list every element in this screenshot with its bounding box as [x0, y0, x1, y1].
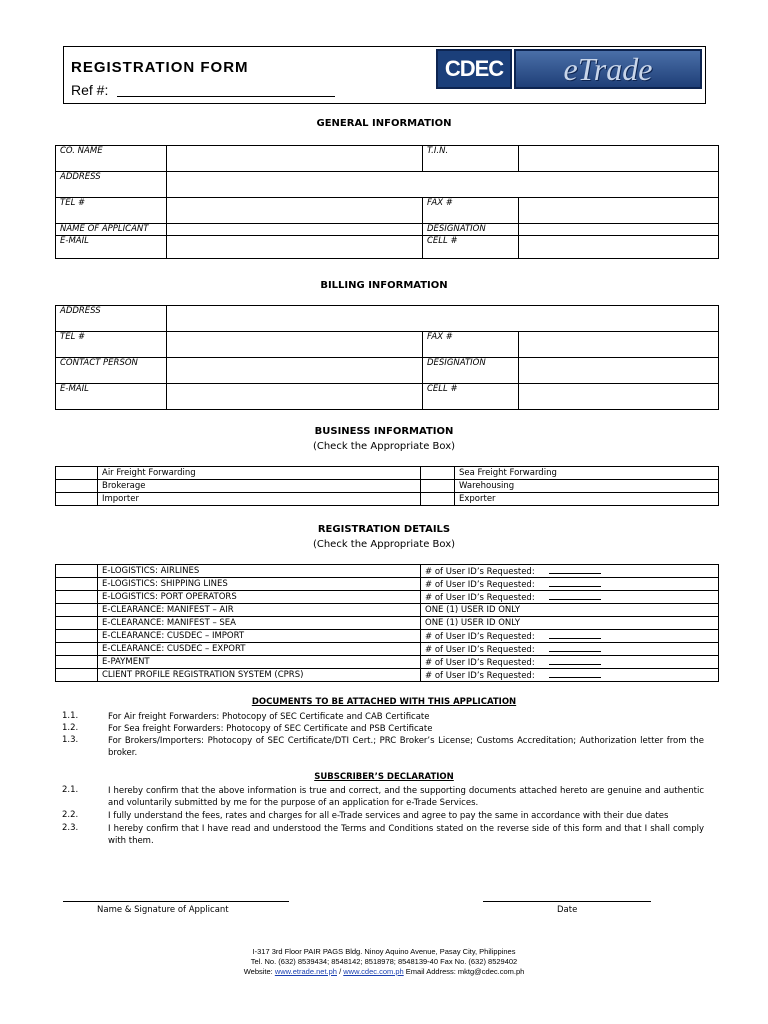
importer-checkbox[interactable] [56, 493, 98, 506]
userid-count-field[interactable] [549, 591, 601, 600]
footer-address: I-317 3rd Floor PAIR PAGS Bldg. Ninoy Aquino Avenue, Pasay City, Philippines [252, 947, 516, 956]
reg-checkbox[interactable] [56, 604, 98, 617]
documents-heading: DOCUMENTS TO BE ATTACHED WITH THIS APPLICATION [251, 697, 517, 707]
sea-freight-checkbox[interactable] [421, 467, 455, 480]
email-field[interactable] [167, 236, 423, 259]
date-field[interactable] [483, 901, 651, 902]
reg-checkbox[interactable] [56, 578, 98, 591]
exporter-checkbox[interactable] [421, 493, 455, 506]
reg-userid-cell: # of User ID’s Requested: [421, 565, 719, 578]
contact-person-field[interactable] [167, 358, 423, 384]
userid-count-field[interactable] [549, 656, 601, 665]
reg-userid-cell: # of User ID’s Requested: [421, 630, 719, 643]
billing-address-field[interactable] [167, 306, 719, 332]
billing-fax-label: FAX # [423, 332, 519, 358]
exporter-label: Exporter [455, 493, 719, 506]
business-information-subtitle: (Check the Appropriate Box) [312, 441, 456, 452]
doc-item-text: For Brokers/Importers: Photocopy of SEC Certificate/DTI Cert.; PRC Broker’s License; Customs Accreditation; Authorization letter from the broker. [108, 736, 704, 758]
reg-checkbox[interactable] [56, 565, 98, 578]
reg-checkbox[interactable] [56, 669, 98, 682]
billing-cell-label: CELL # [423, 384, 519, 410]
reg-service-label: CLIENT PROFILE REGISTRATION SYSTEM (CPRS) [98, 669, 421, 682]
reg-service-label: E-CLEARANCE: CUSDEC – EXPORT [98, 643, 421, 656]
registration-details-title: REGISTRATION DETAILS [317, 524, 451, 535]
billing-address-label: ADDRESS [56, 306, 167, 332]
cdec-logo: CDEC [436, 49, 512, 89]
importer-label: Importer [98, 493, 421, 506]
email-address: Email Address: mktg@cdec.com.ph [405, 967, 525, 976]
billing-cell-field[interactable] [519, 384, 719, 410]
applicant-field[interactable] [167, 224, 423, 236]
tel-label: TEL # [56, 198, 167, 224]
reg-checkbox[interactable] [56, 617, 98, 630]
billing-designation-field[interactable] [519, 358, 719, 384]
decl-item-number: 2.2. [62, 810, 79, 820]
userid-count-field[interactable] [549, 630, 601, 639]
doc-item-text: For Sea freight Forwarders: Photocopy of SEC Certificate and PSB Certificate [108, 724, 433, 734]
reg-userid-cell: # of User ID’s Requested: [421, 591, 719, 604]
billing-fax-field[interactable] [519, 332, 719, 358]
tin-field[interactable] [519, 146, 719, 172]
reg-userid-cell: ONE (1) USER ID ONLY [421, 604, 719, 617]
ref-number-field[interactable] [117, 96, 335, 97]
reg-service-label: E-CLEARANCE: MANIFEST – AIR [98, 604, 421, 617]
address-label: ADDRESS [56, 172, 167, 198]
userid-count-field[interactable] [549, 565, 601, 574]
cell-label: CELL # [423, 236, 519, 259]
form-title: REGISTRATION FORM [71, 59, 249, 76]
reg-service-label: E-CLEARANCE: MANIFEST – SEA [98, 617, 421, 630]
reg-checkbox[interactable] [56, 643, 98, 656]
etrade-link[interactable]: www.etrade.net.ph [274, 967, 337, 976]
billing-information-table [55, 305, 719, 410]
decl-item-number: 2.3. [62, 823, 79, 833]
sea-freight-label: Sea Freight Forwarding [455, 467, 719, 480]
footer-contact [0, 967, 768, 977]
reg-checkbox[interactable] [56, 630, 98, 643]
billing-email-field[interactable] [167, 384, 423, 410]
registration-details-subtitle: (Check the Appropriate Box) [312, 539, 456, 550]
decl-item-text: I hereby confirm that I have read and understood the Terms and Conditions stated on the reverse side of this form and that I shall comply with them. [108, 824, 704, 846]
reg-service-label: E-LOGISTICS: SHIPPING LINES [98, 578, 421, 591]
footer-phone: Tel. No. (632) 8539434; 8548142; 8518978; 8548139-40 Fax No. (632) 8529402 [250, 957, 518, 966]
brokerage-checkbox[interactable] [56, 480, 98, 493]
fax-label: FAX # [423, 198, 519, 224]
email-label: E-MAIL [56, 236, 167, 259]
reg-service-label: E-LOGISTICS: AIRLINES [98, 565, 421, 578]
reg-service-label: E-LOGISTICS: PORT OPERATORS [98, 591, 421, 604]
date-label: Date [557, 905, 578, 915]
reg-userid-cell: # of User ID’s Requested: [421, 643, 719, 656]
warehousing-label: Warehousing [455, 480, 719, 493]
userid-count-field[interactable] [549, 578, 601, 587]
url-separator: / [339, 967, 342, 976]
billing-tel-field[interactable] [167, 332, 423, 358]
tel-field[interactable] [167, 198, 423, 224]
brokerage-label: Brokerage [98, 480, 421, 493]
reg-service-label: E-PAYMENT [98, 656, 421, 669]
fax-field[interactable] [519, 198, 719, 224]
reg-checkbox[interactable] [56, 656, 98, 669]
co-name-field[interactable] [167, 146, 423, 172]
doc-item-number: 1.1. [62, 711, 79, 721]
registration-details-table [55, 564, 719, 682]
etrade-logo: eTrade [514, 49, 702, 89]
userid-count-field[interactable] [549, 643, 601, 652]
doc-item-number: 1.3. [62, 735, 79, 745]
designation-field[interactable] [519, 224, 719, 236]
air-freight-checkbox[interactable] [56, 467, 98, 480]
billing-email-label: E-MAIL [56, 384, 167, 410]
general-information-title: GENERAL INFORMATION [316, 118, 452, 129]
reg-userid-cell: # of User ID’s Requested: [421, 669, 719, 682]
reg-userid-cell: # of User ID’s Requested: [421, 578, 719, 591]
userid-count-field[interactable] [549, 669, 601, 678]
reg-userid-cell: ONE (1) USER ID ONLY [421, 617, 719, 630]
decl-item-number: 2.1. [62, 785, 79, 795]
ref-label: Ref #: [71, 82, 109, 98]
billing-information-title: BILLING INFORMATION [320, 280, 448, 291]
cell-field[interactable] [519, 236, 719, 259]
air-freight-label: Air Freight Forwarding [98, 467, 421, 480]
reg-checkbox[interactable] [56, 591, 98, 604]
billing-designation-label: DESIGNATION [423, 358, 519, 384]
business-information-table [55, 466, 719, 506]
doc-item-text: For Air freight Forwarders: Photocopy of SEC Certificate and CAB Certificate [108, 712, 430, 722]
doc-item-number: 1.2. [62, 723, 79, 733]
website-label: Website: [243, 967, 273, 976]
decl-item-text: I fully understand the fees, rates and charges for all e-Trade services and agree to pay the same in accordance with their due dates [108, 811, 669, 821]
contact-person-label: CONTACT PERSON [56, 358, 167, 384]
applicant-signature-field[interactable] [63, 901, 289, 902]
cdec-link[interactable]: www.cdec.com.ph [343, 967, 404, 976]
decl-item-text: I hereby confirm that the above information is true and correct, and the supporting documents attached hereto are genuine and authentic and voluntarily submitted by me for the purpose of an application for e-Trade Services. [108, 786, 704, 808]
general-information-table [55, 145, 719, 259]
address-field[interactable] [167, 172, 719, 198]
declaration-heading: SUBSCRIBER’S DECLARATION [314, 772, 454, 782]
co-name-label: CO. NAME [56, 146, 167, 172]
designation-label: DESIGNATION [423, 224, 519, 236]
reg-service-label: E-CLEARANCE: CUSDEC – IMPORT [98, 630, 421, 643]
applicant-label: NAME OF APPLICANT [56, 224, 167, 236]
warehousing-checkbox[interactable] [421, 480, 455, 493]
tin-label: T.I.N. [423, 146, 519, 172]
applicant-signature-label: Name & Signature of Applicant [97, 905, 229, 915]
reg-userid-cell: # of User ID’s Requested: [421, 656, 719, 669]
business-information-title: BUSINESS INFORMATION [314, 426, 454, 437]
billing-tel-label: TEL # [56, 332, 167, 358]
